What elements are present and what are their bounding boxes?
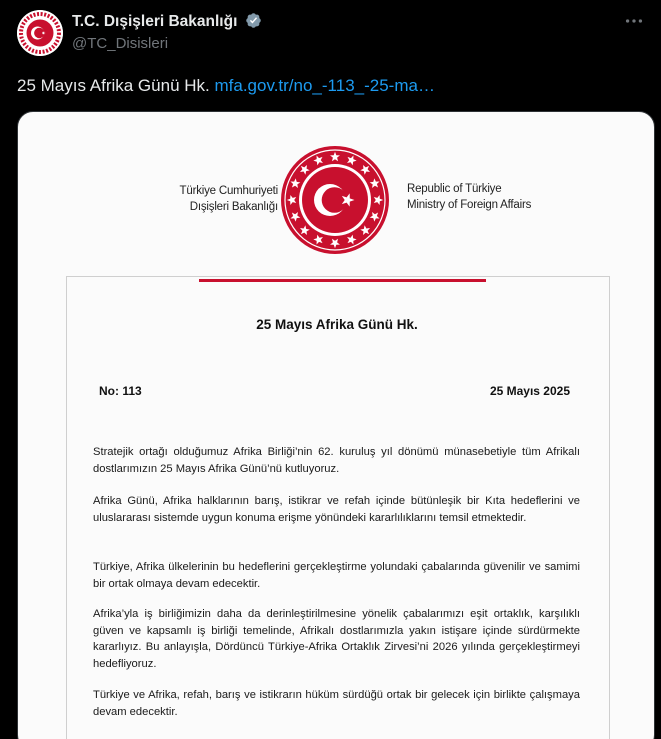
tweet-text [17,76,435,96]
document-title: 25 Mayıs Afrika Günü Hk. [256,317,418,332]
letterhead-left-line2: Dışişleri Bakanlığı [189,201,278,213]
letterhead-right-line1: Republic of Türkiye [407,183,502,195]
letterhead-right-line2: Ministry of Foreign Affairs [407,199,532,211]
display-name-text: T.C. Dışişleri Bakanlığı [72,13,238,30]
ministry-emblem-icon [280,145,390,255]
more-options-icon[interactable] [623,10,645,32]
document-paragraph: Afrika Günü, Afrika halklarının barış, istikrar ve refah içinde bütünleşik bir Kıta hedeflerini ve uluslararası sistemde uygun konuma erişme yönündeki kararlılıklarını temsil etmektedir. [93,495,580,524]
tweet-header [17,10,647,58]
verified-badge-icon [245,12,262,29]
document-paragraph: Türkiye, Afrika ülkelerinin bu hedeflerini gerçekleştirme yolundaki çabalarında güvenilir ve samimi bir ortak olmaya devam edecektir. [93,561,580,590]
document-date: 25 Mayıs 2025 [489,384,570,398]
handle[interactable]: @TC_Disisleri [72,35,169,52]
document-paragraph: Stratejik ortağı olduğumuz Afrika Birliği’nin 62. kuruluş yıl dönümü münasebetiyle tüm Afrikalı dostlarımızın 25 Mayıs Afrika Günü’nü kutluyoruz. [93,446,580,475]
avatar[interactable] [17,10,63,56]
tweet-link[interactable]: mfa.gov.tr/no_-113_-25-ma… [214,76,435,95]
red-divider [199,279,486,282]
document-paragraph: Afrika’yla iş birliğimizin daha da derinleştirilmesine yönelik çabalarımızı eşit ortaklık, karşılıklı güven ve kapsamlı iş birliği temelinde, Afrikalı dostlarımızla yakın istişare içinde sürdürmekte kararlıyız. Bu anlayışla, Dördüncü Türkiye-Afrika Ortaklık Zirvesi’ni 2026 yılında gerçekleştirmeyi hedefliyoruz. [93,608,580,670]
letterhead-right [407,181,531,213]
document-number: No: 113 [99,384,142,398]
letterhead-left-line1: Türkiye Cumhuriyeti [179,185,278,197]
tweet-body: 25 Mayıs Afrika Günü Hk. [17,76,210,95]
media-image[interactable] [17,111,655,739]
display-name[interactable] [72,12,262,31]
avatar-emblem-icon [17,10,63,56]
document-paragraph: Türkiye ve Afrika, refah, barış ve istikrarın hüküm sürdüğü ortak bir gelecek için birlikte çalışmaya devam edecektir. [93,689,580,718]
letterhead-left [163,183,278,215]
